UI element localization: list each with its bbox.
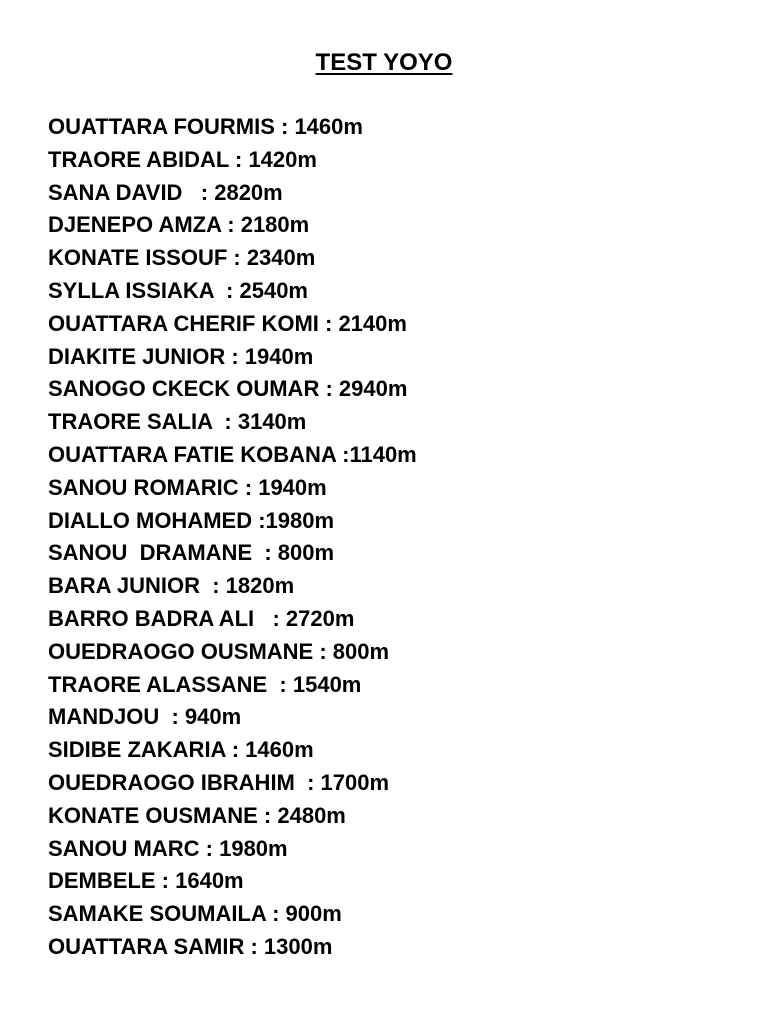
result-entry: OUEDRAOGO OUSMANE : 800m xyxy=(48,638,390,664)
result-entry: DIAKITE JUNIOR : 1940m xyxy=(48,343,314,369)
result-entry: TRAORE ALASSANE : 1540m xyxy=(48,671,362,697)
result-entry: OUATTARA FOURMIS : 1460m xyxy=(48,114,363,139)
result-entry: KONATE OUSMANE : 2480m xyxy=(48,802,346,828)
result-entry: SAMAKE SOUMAILA : 900m xyxy=(48,901,342,927)
result-entry: MANDJOU : 940m xyxy=(48,704,242,730)
result-entry: BARA JUNIOR : 1820m xyxy=(48,573,295,599)
result-entry: DEMBELE : 1640m xyxy=(48,868,244,894)
result-list xyxy=(48,111,748,964)
result-entry: SYLLA ISSIAKA : 2540m xyxy=(48,277,308,303)
document-title-text: TEST YOYO xyxy=(315,49,453,76)
result-entry: DJENEPO AMZA : 2180m xyxy=(48,212,310,238)
result-entry: SANA DAVID : 2820m xyxy=(48,179,283,205)
result-entry: SANOU MARC : 1980m xyxy=(48,835,288,861)
result-entry: DIALLO MOHAMED :1980m xyxy=(48,507,335,533)
result-entry: OUATTARA FATIE KOBANA :1140m xyxy=(48,441,417,467)
document-title xyxy=(0,48,768,78)
result-entry: TRAORE ABIDAL : 1420m xyxy=(48,146,317,172)
result-entry: SANOU DRAMANE : 800m xyxy=(48,540,335,566)
result-entry: SANOGO CKECK OUMAR : 2940m xyxy=(48,376,408,402)
result-entry: OUEDRAOGO IBRAHIM : 1700m xyxy=(48,769,390,795)
result-entry: KONATE ISSOUF : 2340m xyxy=(48,245,316,271)
result-entry: SANOU ROMARIC : 1940m xyxy=(48,474,327,500)
result-entry: TRAORE SALIA : 3140m xyxy=(48,409,307,435)
result-entry: SIDIBE ZAKARIA : 1460m xyxy=(48,737,314,763)
result-entry: BARRO BADRA ALI : 2720m xyxy=(48,605,355,631)
result-entry: OUATTARA SAMIR : 1300m xyxy=(48,933,333,959)
result-entry: OUATTARA CHERIF KOMI : 2140m xyxy=(48,310,407,336)
